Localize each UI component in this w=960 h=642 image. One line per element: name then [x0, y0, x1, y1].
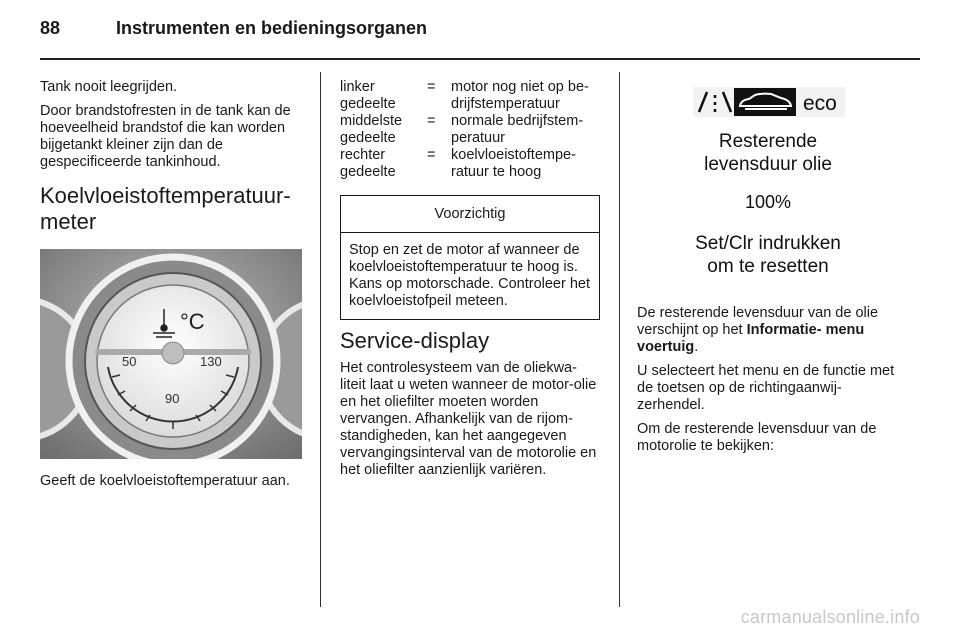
column-divider-2: [619, 72, 620, 607]
page-header: [40, 18, 427, 39]
section-heading-service-display: Service-display: [340, 328, 490, 353]
column-3: [637, 79, 905, 462]
eco-label: eco: [803, 92, 837, 115]
section-heading-coolant: Koelvloeistoftemperatuur-meter: [40, 183, 291, 234]
display-line-1: Resterende: [718, 131, 818, 152]
caution-body: Stop en zet de motor af wanneer de koelvloeistoftemperatuur te hoog is. Kans op motorschade. Controleer het koelvloeistofpeil meteen.: [349, 242, 590, 309]
column-1: [40, 79, 305, 497]
legend-sep: =: [427, 79, 436, 95]
text-run: .: [694, 339, 699, 355]
unit-label: °C: [180, 309, 205, 334]
legend-row: [340, 113, 602, 147]
legend-row: [340, 147, 602, 181]
tick-label-high: 130: [200, 354, 222, 369]
legend-term: rechter gedeelte: [340, 147, 396, 180]
column-divider-1: [320, 72, 321, 607]
paragraph: Het controlesysteem van de oliekwa-liteit laat u weten wanneer de motor-olie en het oliefilter moeten worden vervangen. Afhankelijk van de rijom-standigheden, kan het aangegeven vervangingsinterval van de motorolie en het oliefilter aanzienlijk variëren.: [340, 360, 597, 478]
text-run: De resterende levensduur van de olie verschijnt op het: [637, 305, 879, 338]
paragraph: Door brandstofresten in de tank kan de hoeveelheid brandstof die kan worden bijgetankt kleiner zijn dan de gespecificeerde tankinhoud.: [40, 103, 291, 170]
legend-desc: motor nog niet op be-drijfstemperatuur: [451, 79, 589, 112]
service-display-illustration: [637, 79, 899, 289]
legend-term: middelste gedeelte: [340, 113, 403, 146]
gauge-legend-table: [340, 79, 602, 181]
paragraph: Om de resterende levensduur van de motorolie te bekijken:: [637, 421, 877, 454]
tick-label-mid: 90: [165, 391, 180, 406]
caution-title: Voorzichtig: [341, 196, 599, 233]
header-rule: [40, 58, 920, 60]
display-line-3: Set/Clr indrukken: [695, 233, 841, 254]
legend-sep: =: [427, 147, 436, 163]
display-percent: 100%: [744, 192, 792, 212]
display-line-4: om te resetten: [707, 256, 829, 277]
menu-name-bold: Informatie- menu voertuig: [637, 322, 865, 355]
coolant-gauge-illustration: [40, 249, 302, 459]
legend-term: linker gedeelte: [340, 79, 396, 112]
legend-desc: koelvloeistoftempe-ratuur te hoog: [451, 147, 576, 180]
legend-desc: normale bedrijfstem-peratuur: [451, 113, 584, 146]
paragraph: [637, 305, 905, 356]
column-2: [340, 79, 602, 486]
page-title: Instrumenten en bedieningsorganen: [116, 18, 428, 38]
legend-row: [340, 79, 602, 113]
paragraph: Tank nooit leegrijden.: [40, 79, 178, 95]
paragraph: U selecteert het menu en de functie met de toetsen op de richtingaanwij-zerhendel.: [637, 363, 895, 413]
legend-sep: =: [427, 113, 436, 129]
gauge-caption: Geeft de koelvloeistoftemperatuur aan.: [40, 473, 290, 489]
tick-label-low: 50: [122, 354, 137, 369]
page-number: 88: [40, 18, 61, 38]
watermark: carmanualsonline.info: [740, 607, 920, 627]
display-line-2: levensduur olie: [704, 154, 832, 175]
caution-box: [340, 195, 600, 320]
